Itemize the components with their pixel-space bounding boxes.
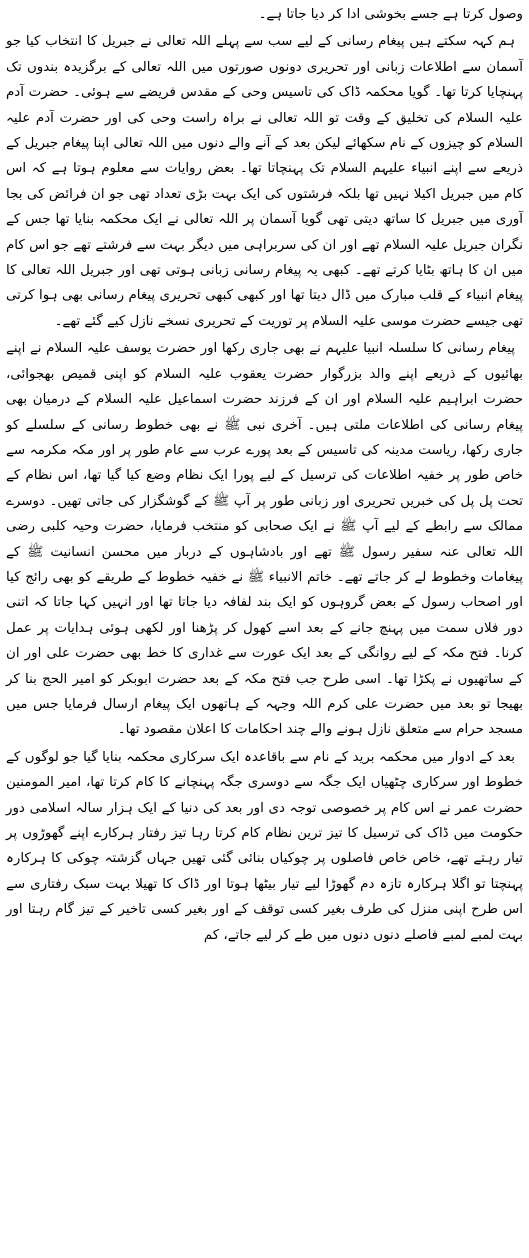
paragraph-opening-line: وصول کرتا ہے جسے بخوشی ادا کر دیا جاتا ہے۔ [258,7,523,22]
paragraph-prophets-messaging: پیغام رسانی کا سلسلہ انبیا علیہم نے بھی جاری رکھا اور حضرت یوسف علیہ السلام نے اپنے بھائیوں کے ذریعے اپنے والد بزرگوار حضرت یعقوب علیہ السلام کو اپنی قمیص بھجوائی، حضرت ابراہیم علیہ السلام اور ان کے فرزند حضرت اسماعیل علیہ السلام کے درمیان بھی پیغام رسانی کی اطلاعات ملتی ہیں۔ آخری نبی ﷺ نے بھی خطوط رسانی کے سلسلے کو جاری رکھا، ریاست مدینہ کی تاسیس کے بعد پورے عرب سے عام طور پر اور مکہ مکرمہ سے خاص طور پر خفیہ اطلاعات کی ترسیل کے لیے پورا ایک نظام وضع کیا گیا تھا، اس نظام کے تحت پل پل کی خبریں تحریری اور زبانی طور پر آپ ﷺ کے گوشگزار کی جاتی تھیں۔ دوسرے ممالک سے رابطے کے لیے آپ ﷺ نے ایک صحابی کو منتخب فرمایا، حضرت وحیہ کلبی رضی اللہ تعالی عنہ سفیر رسول ﷺ تھے اور بادشاہوں کے دربار میں محسن انسانیت ﷺ کے پیغامات وخطوط لے کر جاتے تھے۔ خاتم الانبیاء ﷺ نے خفیہ خطوط کے طریقے کو بھی رائج کیا اور اصحاب رسول کے بعض گروہوں کو ایک بند لفافہ دیا جاتا تھا اور انہیں کہا جاتا کہ اتنی دور فلاں سمت میں پہنچ جانے کے بعد اسے کھول کر پڑھنا اور لکھی ہوئی ہدایات پر عمل کرنا۔ فتح مکہ کے لیے روانگی کے بعد ایک عورت سے غداری کا خط بھی حضرت علی اور ان کے ساتھیوں نے پکڑا تھا۔ اسی طرح جب فتح مکہ کے بعد حضرت ابوبکر کو امیر الحج بنا کر بھیجا تو بعد میں حضرت علی کرم اللہ وجہہ کے ہاتھوں ایک پیغام ارسال فرمایا جس میں مسجد حرام سے متعلق نازل ہونے والے چند احکامات کا اعلان مقصود تھا۔ [6,341,523,738]
paragraph-barid-department: بعد کے ادوار میں محکمہ برید کے نام سے باقاعدہ ایک سرکاری محکمہ بنایا گیا جو لوگوں کے خطوط اور سرکاری چٹھیاں ایک جگہ سے دوسری جگہ پہنچانے کا کام کرتا تھا، امیر المومنین حضرت عمر نے اس کام پر خصوصی توجہ دی اور بعد کی دنیا کے ایک ہزار سالہ اسلامی دور حکومت میں ڈاک کی ترسیل کا تیز ترین نظام کام کرتا رہا تیز رفتار ہرکارے اپنے گھوڑوں پر تیار رہتے تھے، خاص خاص فاصلوں پر چوکیاں بنائی گئی تھیں جہاں گزشتہ چوکی کا ہرکارہ پہنچتا تو اگلا ہرکارہ تازہ دم گھوڑا لیے تیار بیٹھا ہوتا اور ڈاک کا تھیلا بہت سبک رفتاری سے اس طرح اپنی منزل کی طرف بغیر کسی توقف کے اور بغیر کسی تاخیر کے تیز گام رہتا اور بہت لمبے لمبے فاصلے دنوں دنوں میں طے کر لیے جاتے، کم [6,749,523,943]
paragraph-revelation-messaging: ہم کہہ سکتے ہیں پیغام رسانی کے لیے سب سے پہلے اللہ تعالی نے جبریل کا انتخاب کیا جو آسمان سے اطلاعات زبانی اور تحریری دونوں صورتوں میں اللہ تعالی کے برگزیدہ بندوں تک پہنچایا کرتا تھا۔ گویا محکمہ ڈاک کی تاسیس وحی کے مقدس فریضے سے ہوئی۔ حضرت آدم علیہ السلام کی تخلیق کے وقت تو اللہ تعالی نے براہ راست وحی کی اور حضرت آدم علیہ السلام کو چیزوں کے نام سکھائے لیکن بعد کے آنے والے دنوں میں اللہ تعالی اپنا پیغام جبریل کے ذریعے سے اپنے انبیاء علیہم السلام تک پہنچاتا تھا۔ بعض روایات سے معلوم ہوتا ہے کہ اس کام میں جبریل اکیلا نہیں تھا بلکہ فرشتوں کی ایک بہت بڑی تعداد تھی جو ان فرائض کی بجا آوری میں جبریل کا ساتھ دیتی تھی گویا آسمان پر اللہ تعالی نے ایک محکمہ بنایا تھا جس کے نگران جبریل علیہ السلام تھے اور ان کی سربراہی میں دیگر بہت سے فرشتے تھے جو اس کام میں ان کا ہاتھ بٹایا کرتے تھے۔ کبھی یہ پیغام رسانی زبانی ہوتی تھی اور جبریل اللہ تعالی کا پیغام انبیاء کے قلب مبارک میں ڈال دیتا تھا اور کبھی کبھی تحریری پیغام رسانی بھی ہوا کرتی تھی جیسے حضرت موسی علیہ السلام پر توریت کے تحریری نسخے نازل کیے گئے تھے۔ [6,34,523,329]
